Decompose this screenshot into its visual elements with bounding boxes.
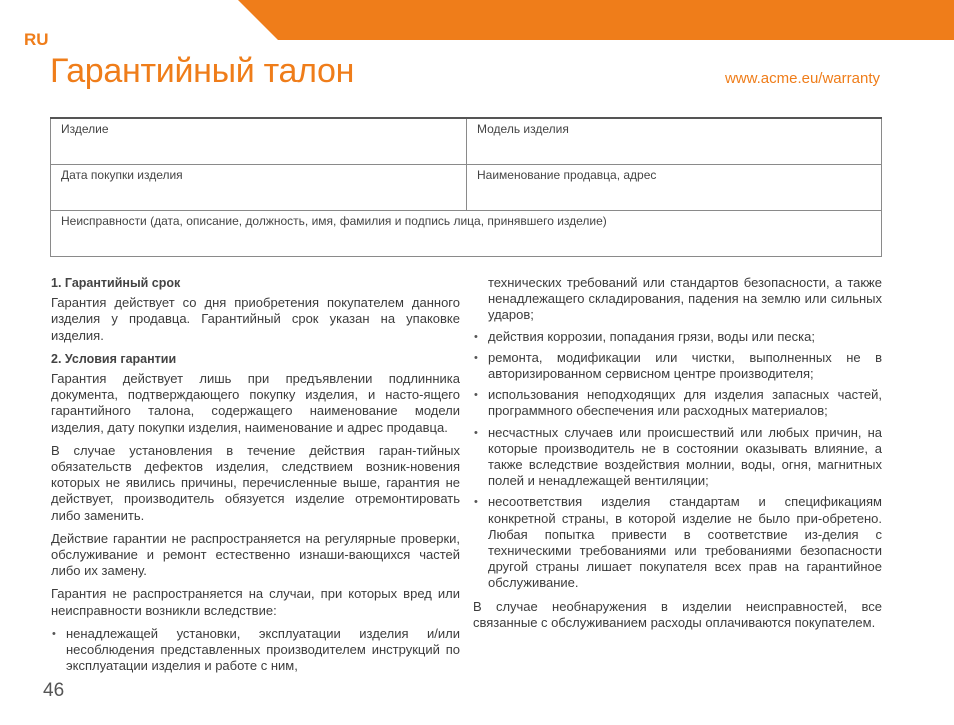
purchase-date-label: Дата покупки изделия [61,168,183,182]
warranty-form-table [50,117,882,257]
closing-paragraph: В случае необнаружения в изделии неисправностей, все связанные с обслуживанием расходы оплачиваются покупателем. [473,598,882,630]
warranty-url-link[interactable]: www.acme.eu/warranty [724,70,880,87]
bullet-icon: • [474,389,478,402]
left-column [51,275,460,681]
seller-label: Наименование продавца, адрес [477,168,657,182]
defects-label: Неисправности (дата, описание, должность, имя, фамилия и подпись лица, принявшего изделие) [61,214,607,228]
seller-field[interactable] [467,165,882,211]
model-label: Модель изделия [477,122,569,136]
section-1-heading: 1. Гарантийный срок [51,276,181,290]
list-item [473,350,882,382]
bullet-icon: • [474,496,478,509]
list-item [473,329,882,345]
section-2-paragraph-4: Гарантия не распространяется на случаи, при которых вред или неисправности возникли вследствие: [51,586,460,618]
list-item-text: несоответствия изделия стандартам и спецификациям конкретной страны, в которой изделие не было при-обретено. Любая попытка привести в соответствие из-делия с техническими требованиями или требованиями безопасности другой страны лишает покупателя всех прав на гарантийное обслуживание. [488,494,882,591]
list-item-continuation: технических требований или стандартов безопасности, а также ненадлежащего складирования, падения на землю или сильных ударов; [488,275,882,323]
list-item-text: использования неподходящих для изделия запасных частей, программного обеспечения или расходных материалов; [488,387,882,419]
product-label: Изделие [61,122,109,136]
list-item [473,387,882,419]
model-field[interactable] [467,118,882,165]
list-item-text: ремонта, модификации или чистки, выполненных не в авторизированном сервисном центре производителя; [488,349,882,382]
list-item-text: ненадлежащей установки, эксплуатации изделия и/или несоблюдения представленных производителем инструкций по эксплуатации изделия и работе с ним, [66,625,460,674]
language-code: RU [24,30,49,49]
page-number: 46 [43,680,65,701]
list-item [51,626,460,675]
purchase-date-field[interactable] [51,165,467,211]
list-item [473,425,882,490]
section-2-paragraph-2: В случае установления в течение действия гаран-тийных обязательств дефектов изделия, следствием возник-новения которых не явились причины, перечисленные выше, гарантия не действует, производитель обязуется изделие отремонтировать либо заменить. [51,442,460,523]
section-2-paragraph-3: Действие гарантии не распространяется на регулярные проверки, обслуживание и ремонт естественно изнаши-вающихся частей либо их замену. [51,530,460,579]
bullet-icon: • [474,330,478,343]
product-field[interactable] [51,118,467,165]
right-column [473,275,882,638]
list-item-text: несчастных случаев или происшествий или любых причин, на которые производитель не в состоянии оказывать влияние, а также вследствие воздействия молнии, воды, огня, магнитных полей и ненадлежащей вентиляции; [488,424,882,489]
section-2-paragraph-1: Гарантия действует лишь при предъявлении подлинника документа, подтверждающего покупку изделия, и насто-ящего гарантийного талона, содержащего наименование модели изделия, дату покупки изделия, наименование и адрес продавца. [51,371,460,435]
exclusions-list [473,329,882,592]
bullet-icon: • [474,351,478,364]
defects-field[interactable] [51,211,882,257]
orange-header-band [0,0,954,40]
section-2-heading: 2. Условия гарантии [51,351,177,366]
bullet-icon: • [474,426,478,439]
list-item [473,494,882,591]
list-item-text: действия коррозии, попадания грязи, воды или песка; [488,328,815,344]
exclusions-list-start [51,626,460,675]
page-title: Гарантийный талон [50,52,355,90]
section-1-paragraph: Гарантия действует со дня приобретения покупателем данного изделия у продавца. Гарантийный срок указан на упаковке изделия. [51,295,460,343]
bullet-icon: • [52,627,56,640]
